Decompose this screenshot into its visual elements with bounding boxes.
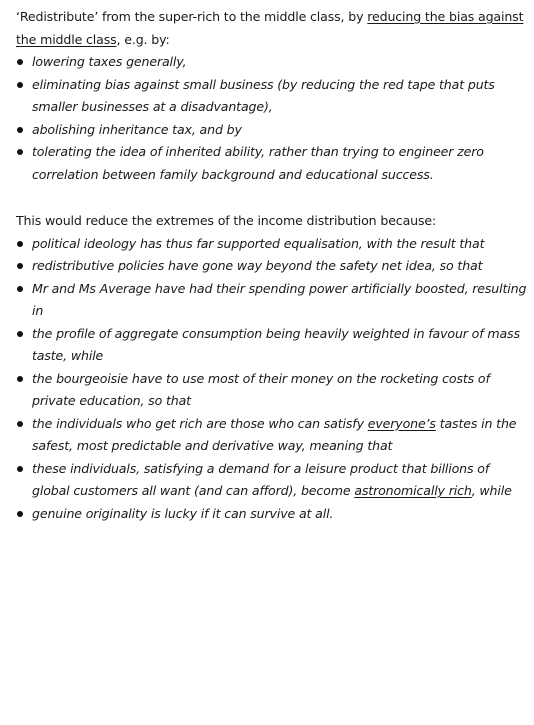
list-item-text: Mr and Ms Average have had their spending power artificially boosted, resulting in [32, 280, 527, 318]
list-item-text: tolerating the idea of inherited ability, rather than trying to engineer zero correlation between family background and educational success. [32, 144, 484, 182]
bullet-icon [17, 286, 23, 292]
list-item-underlined: everyone’s [367, 415, 436, 431]
section1-intro-underlined: reducing the bias against the middle class [16, 9, 524, 47]
bullet-icon [17, 263, 23, 269]
list-item [16, 119, 528, 142]
bullet-icon [17, 59, 23, 65]
list-item-text-suffix: tastes in the safest, most predictable and derivative way, meaning that [32, 415, 517, 453]
list-item-text: abolishing inheritance tax, and by [32, 121, 242, 137]
list-item-text: redistributive policies have gone way beyond the safety net idea, so that [32, 258, 483, 273]
list-item [16, 503, 528, 526]
section-spacer [16, 186, 528, 210]
list-item [16, 458, 528, 503]
list-item [16, 233, 528, 256]
list-item-text: the profile of aggregate consumption being heavily weighted in favour of mass taste, while [32, 325, 520, 363]
bullet-icon [17, 421, 23, 427]
list-item-text-suffix: , while [471, 483, 512, 498]
section2-bullet-list [16, 233, 528, 526]
section1-intro [16, 6, 528, 51]
list-item [16, 74, 528, 119]
list-item-text: genuine originality is lucky if it can survive at all. [32, 505, 334, 521]
bullet-icon [17, 241, 23, 247]
list-item [16, 255, 528, 278]
list-item-text: lowering taxes generally, [32, 54, 187, 69]
document [16, 6, 528, 525]
list-item [16, 278, 528, 323]
list-item-underlined: astronomically rich [354, 483, 472, 498]
section1-intro-text: ‘Redistribute’ from the super-rich to the middle class, by [16, 9, 364, 24]
bullet-icon [17, 376, 23, 382]
bullet-icon [17, 466, 23, 472]
list-item [16, 413, 528, 458]
bullet-icon [17, 149, 23, 155]
bullet-icon [17, 82, 23, 88]
list-item [16, 323, 528, 368]
list-item-text: political ideology has thus far supported equalisation, with the result that [32, 235, 485, 251]
bullet-icon [17, 511, 23, 517]
list-item [16, 368, 528, 413]
section2-intro: This would reduce the extremes of the income distribution because: [16, 213, 437, 228]
list-item [16, 51, 528, 74]
list-item-text: these individuals, satisfying a demand for a leisure product that billions of global customers all want (and can afford), become [32, 460, 490, 498]
list-item [16, 141, 528, 186]
list-item-text: eliminating bias against small business (by reducing the red tape that puts smaller businesses at a disadvantage), [32, 76, 495, 114]
section1-bullet-list [16, 51, 528, 186]
bullet-icon [17, 331, 23, 337]
list-item-text: the individuals who get rich are those who can satisfy [32, 415, 364, 431]
section1-intro-suffix: , e.g. by: [116, 31, 170, 47]
list-item-text: the bourgeoisie have to use most of their money on the rocketing costs of private education, so that [32, 370, 490, 408]
bullet-icon [17, 127, 23, 133]
